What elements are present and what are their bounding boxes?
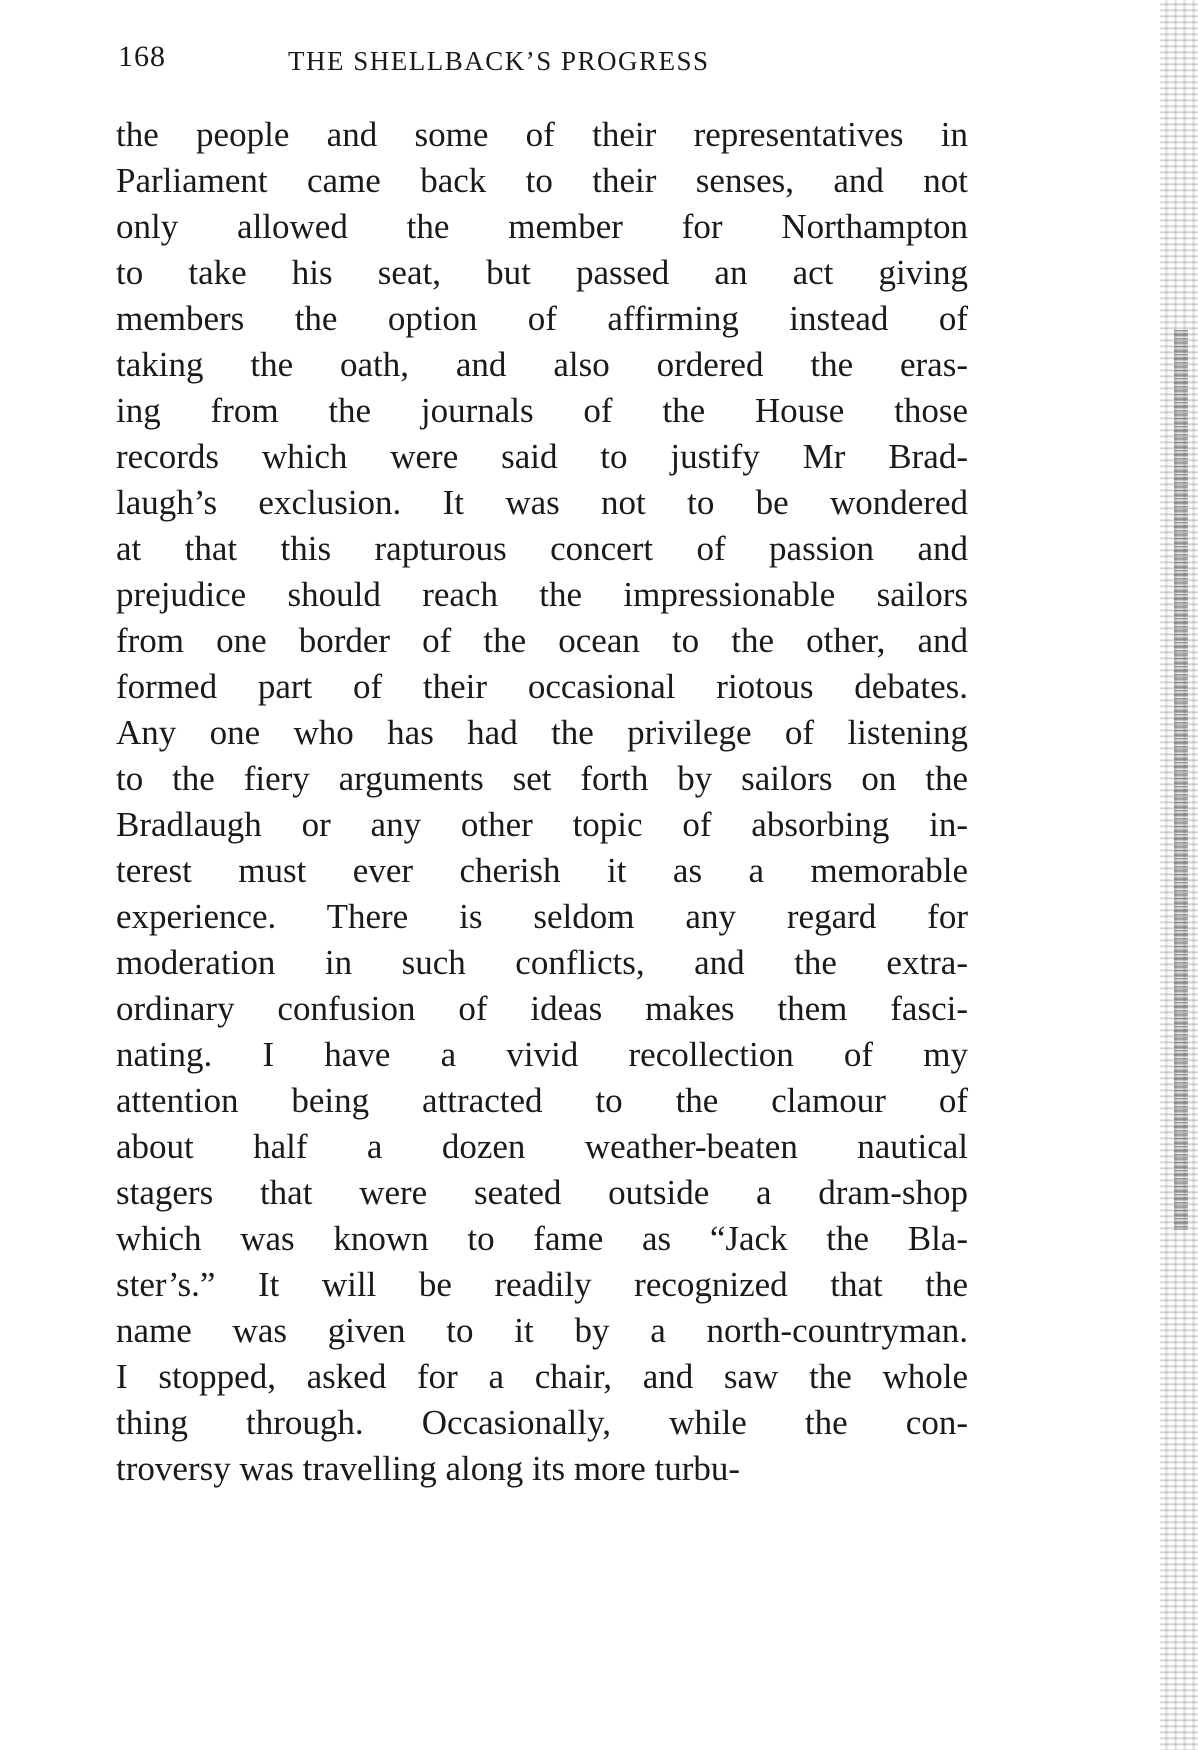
text-line: taking the oath, and also ordered the eras- bbox=[116, 345, 968, 384]
text-line: name was given to it by a north-countryman. bbox=[116, 1311, 968, 1350]
text-line: prejudice should reach the impressionable sailors bbox=[116, 575, 968, 614]
text-line: laugh’s exclusion. It was not to be wondered bbox=[116, 483, 968, 522]
text-line: records which were said to justify Mr Brad- bbox=[116, 437, 968, 476]
text-line: only allowed the member for Northampton bbox=[116, 207, 968, 246]
body-text bbox=[116, 112, 968, 1492]
text-line: to the fiery arguments set forth by sailors on the bbox=[116, 759, 968, 798]
text-line: formed part of their occasional riotous debates. bbox=[116, 667, 968, 706]
text-line: ing from the journals of the House those bbox=[116, 391, 968, 430]
text-line: nating. I have a vivid recollection of my bbox=[116, 1035, 968, 1074]
text-line: troversy was travelling along its more turbu- bbox=[116, 1449, 741, 1488]
text-line: terest must ever cherish it as a memorable bbox=[116, 851, 968, 890]
text-line: to take his seat, but passed an act giving bbox=[116, 253, 968, 292]
text-line: Any one who has had the privilege of listening bbox=[116, 713, 968, 752]
page-header bbox=[118, 40, 978, 90]
text-line: thing through. Occasionally, while the con- bbox=[116, 1403, 968, 1442]
text-line: ordinary confusion of ideas makes them fasci- bbox=[116, 989, 968, 1028]
text-line: experience. There is seldom any regard for bbox=[116, 897, 968, 936]
binding-edge-texture bbox=[1174, 330, 1188, 1230]
text-line: Bradlaugh or any other topic of absorbing in- bbox=[116, 805, 968, 844]
text-line: Parliament came back to their senses, and not bbox=[116, 161, 968, 200]
text-line: attention being attracted to the clamour of bbox=[116, 1081, 968, 1120]
text-line: the people and some of their representatives in bbox=[116, 115, 968, 154]
text-line: moderation in such conflicts, and the extra- bbox=[116, 943, 968, 982]
text-line: about half a dozen weather-beaten nautical bbox=[116, 1127, 968, 1166]
running-head: THE SHELLBACK’S PROGRESS bbox=[288, 46, 710, 76]
text-line: from one border of the ocean to the other, and bbox=[116, 621, 968, 660]
text-line: members the option of affirming instead of bbox=[116, 299, 968, 338]
text-line: at that this rapturous concert of passion and bbox=[116, 529, 968, 568]
text-line: ster’s.” It will be readily recognized that the bbox=[116, 1265, 968, 1304]
text-line: I stopped, asked for a chair, and saw the whole bbox=[116, 1357, 968, 1396]
text-line: which was known to fame as “Jack the Bla- bbox=[116, 1219, 968, 1258]
page-number: 168 bbox=[118, 40, 166, 73]
text-line: stagers that were seated outside a dram-shop bbox=[116, 1173, 968, 1212]
